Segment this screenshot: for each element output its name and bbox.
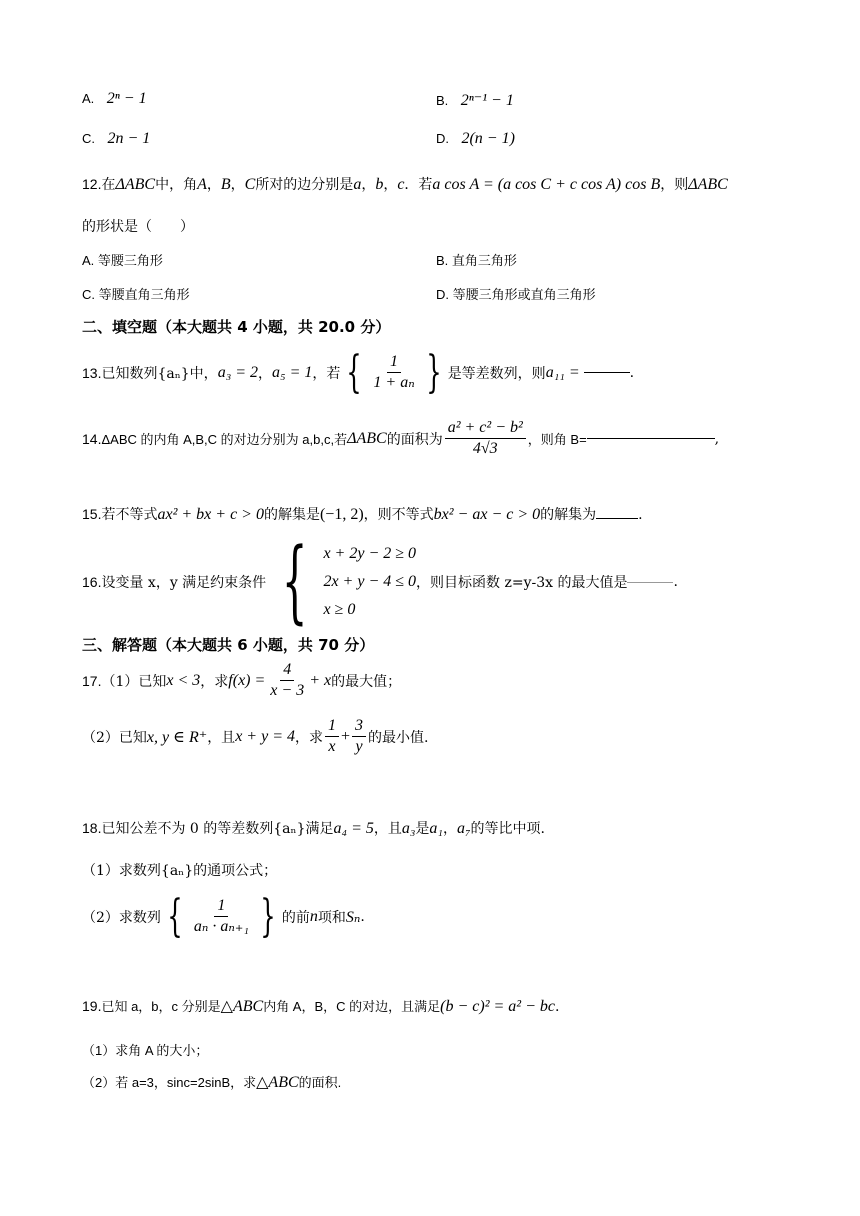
q19-text: 内角 A，B，C 的对边，且满足: [263, 999, 441, 1014]
q13-text: 已知数列{aₙ}中，: [101, 365, 218, 382]
q14-stem: [82, 418, 719, 459]
section-solutions-heading: 三、解答题（本大题共 6 小题，共 70 分）: [82, 636, 375, 654]
q17-text: ，求: [200, 673, 229, 690]
q18-a1: a₁: [429, 820, 443, 837]
q17-text: ，求: [294, 729, 323, 746]
q11-option-a-label: A.: [82, 91, 95, 106]
q13-fraction: [370, 352, 417, 393]
q19-stem: [82, 996, 559, 1016]
q12-side-a: a: [353, 176, 362, 193]
q12-angle-c: C: [244, 176, 256, 193]
q13-fraction-denominator: 1 + aₙ: [373, 374, 415, 391]
q18-number: 18.: [82, 820, 102, 836]
q17-text: ，且: [207, 729, 236, 746]
q18-fraction-numerator: 1: [214, 896, 228, 917]
q16-constraint-3: x ≥ 0: [323, 601, 356, 618]
q18-text: 已知公差不为 0 的等差数列{aₙ}满足: [101, 821, 334, 837]
q14-triangle: ΔABC: [347, 429, 387, 447]
q11-option-b-expr: 2ⁿ⁻¹ − 1: [460, 92, 514, 109]
q16-number: 16.: [82, 574, 102, 590]
q16-constraint-system: [266, 529, 417, 634]
q17-text: 的最大值；: [331, 673, 402, 690]
q17-fraction-denominator: x − 3: [270, 682, 305, 699]
q15-inequality-2: bx² − ax − c > 0: [433, 506, 541, 523]
q19-text: （2）若 a=3，sinc=2sinB，求: [82, 1075, 257, 1090]
q17-text: （1）已知: [101, 673, 167, 690]
q17-condition: x < 3: [166, 671, 201, 689]
q11-option-c-expr: 2n − 1: [107, 130, 151, 147]
q13-end: .: [629, 364, 635, 381]
q18-a7: a₇: [456, 820, 471, 837]
q11-option-d-expr: 2(n − 1): [461, 130, 515, 147]
q13-number: 13.: [82, 364, 102, 381]
q14-fraction-denominator: 4√3: [472, 440, 498, 457]
fraction-numerator: 3: [352, 716, 366, 737]
q18-stem: 18.已知公差不为 0 的等差数列{aₙ}满足a₄ = 5，且a₃是a₁，a₇的等比中项.: [82, 820, 545, 837]
q12-text: ．若: [404, 177, 433, 193]
q13-answer-blank[interactable]: [584, 372, 630, 373]
q17-fraction-2: [352, 716, 366, 757]
q11-option-c: [82, 130, 150, 148]
q18-n: n: [309, 907, 318, 925]
q12-triangle: ΔABC: [688, 176, 728, 193]
q13-a3: a₃ = 2: [217, 363, 259, 381]
system-brace: {: [281, 529, 308, 634]
q15-inequality-1: ax² + bx + c > 0: [157, 506, 264, 523]
q19-equation: (b − c)² = a² − bc: [440, 998, 555, 1015]
q17-function: f(x) =: [228, 671, 266, 689]
q16-stem: [82, 529, 678, 634]
q14-number: 14.: [82, 430, 102, 447]
q18-part-1: （1）求数列{aₙ}的通项公式；: [82, 863, 278, 879]
q14-end: ,: [714, 430, 720, 447]
q12-equation: a cos A = (a cos C + c cos A) cos B: [432, 176, 661, 193]
fraction-denominator: y: [355, 738, 363, 755]
q19-number: 19.: [82, 998, 102, 1014]
q11-option-a: [82, 90, 147, 108]
q13-a5: a₅ = 1: [272, 363, 313, 381]
q14-answer-blank[interactable]: [587, 438, 715, 439]
fraction-numerator: 1: [325, 716, 339, 737]
q15-stem: [82, 504, 643, 524]
section-fill-in-heading: 二、填空题（本大题共 4 小题，共 20.0 分）: [82, 318, 391, 336]
plus-sign: +: [340, 727, 351, 745]
q15-text: 若不等式: [101, 507, 158, 523]
q15-text: ，则不等式: [363, 507, 434, 523]
q19-text: 的面积.: [298, 1075, 342, 1090]
q12-text: 在: [101, 177, 116, 193]
q16-text: ，则目标函数 z=y-3x 的最大值是: [416, 575, 628, 591]
q13-text: 是等差数列，则: [447, 365, 546, 382]
left-brace: {: [167, 890, 183, 942]
q19-end: .: [555, 999, 560, 1015]
q18-text: 的等比中项.: [470, 821, 545, 837]
q12-text: 所对的边分别是: [255, 177, 354, 193]
q12-option-c: C. 等腰直角三角形: [82, 287, 190, 302]
q18-part-2: [82, 890, 365, 942]
q12-side-b: b: [375, 176, 384, 193]
q11-option-b: [436, 90, 514, 110]
q17-part-1: [82, 660, 401, 701]
q14-fraction-numerator: a² + c² − b²: [445, 418, 526, 439]
q17-part-2: [82, 716, 428, 757]
q15-number: 15.: [82, 506, 102, 522]
q16-end: .: [673, 574, 678, 590]
q17-number: 17.: [82, 672, 102, 689]
q14-fraction: [445, 418, 526, 459]
q11-option-d-label: D.: [436, 131, 449, 146]
q17-plus-x: + x: [309, 671, 332, 689]
q12-triangle: ΔABC: [115, 176, 156, 193]
q17-fraction: [267, 660, 307, 701]
q18-text: ，且: [373, 821, 402, 837]
q18-end: .: [360, 908, 365, 925]
q11-option-b-label: B.: [436, 93, 449, 108]
q19-triangle: △ABC: [220, 998, 264, 1015]
q16-constraint-1: x + 2y − 2 ≥ 0: [323, 545, 417, 562]
q15-interval: (−1, 2): [319, 506, 364, 523]
q12-stem-line2: 的形状是（ ）: [82, 219, 194, 235]
q18-text: 是: [415, 821, 430, 837]
q19-triangle: △ABC: [256, 1074, 299, 1091]
q13-target: a₁₁ =: [545, 363, 580, 381]
q17-text: 的最小值.: [368, 729, 429, 746]
q16-answer-blank[interactable]: [627, 582, 673, 583]
q12-stem: 12.在ΔABC中，角A，B，C所对的边分别是a，b，c．若a cos A = (a cos C + c cos A) cos B，则ΔABC: [82, 176, 728, 193]
q13-text: ，若: [312, 365, 341, 382]
q19-text: 已知 a，b，c 分别是: [101, 999, 221, 1014]
q17-set: x, y ∈ R⁺: [146, 728, 208, 746]
q15-end: .: [638, 507, 643, 523]
q19-part-2: [82, 1072, 341, 1092]
q14-text: 的面积为: [386, 431, 443, 448]
q17-fraction-numerator: 4: [280, 660, 294, 681]
left-brace: {: [346, 346, 363, 398]
q14-text: ，则角 B=: [527, 432, 587, 447]
q17-text: （2）已知: [82, 729, 147, 746]
q18-fraction-denominator: aₙ · aₙ₊₁: [193, 918, 249, 935]
q11-option-d: [436, 130, 515, 148]
q15-text: 的解集为: [540, 507, 597, 523]
q18-a4: a₄ = 5: [333, 820, 374, 837]
q14-text: ΔABC 的内角 A,B,C 的对边分别为 a,b,c,若: [101, 432, 348, 447]
right-brace: }: [260, 890, 276, 942]
q18-a3: a₃: [401, 820, 416, 837]
q11-option-a-expr: 2ⁿ − 1: [106, 90, 147, 107]
q12-text: ，则: [660, 177, 689, 193]
q12-angle-a: A: [197, 176, 207, 193]
q12-option-a: A. 等腰三角形: [82, 253, 163, 268]
q12-option-b: B. 直角三角形: [436, 253, 517, 268]
fraction-denominator: x: [328, 738, 336, 755]
q18-text: 的前: [281, 909, 310, 926]
q11-option-c-label: C.: [82, 131, 95, 146]
q15-answer-blank[interactable]: [596, 518, 638, 519]
q13-stem: 13. 已知数列{aₙ}中， a₃ = 2 ， a₅ = 1 ，若 { $\frac{1}{\text{1 + aₙ}}$ } 是等差数列，则 a₁₁ = .: [82, 346, 635, 398]
q18-sum: Sₙ: [345, 908, 361, 926]
q12-option-d: D. 等腰三角形或直角三角形: [436, 287, 596, 302]
q16-text: 设变量 x，y 满足约束条件: [101, 575, 267, 591]
q18-fraction: [191, 896, 252, 937]
q18-text: 项和: [317, 909, 346, 926]
q15-text: 的解集是: [263, 507, 320, 523]
q17-fraction-1: [325, 716, 339, 757]
q12-text: 中，角: [155, 177, 198, 193]
q18-text: （2）求数列: [82, 909, 161, 926]
q16-constraint-2: 2x + y − 4 ≤ 0: [323, 573, 417, 590]
q12-number: 12.: [82, 176, 102, 192]
q19-part-1: （1）求角 A 的大小；: [82, 1043, 209, 1058]
q12-angle-b: B: [220, 176, 231, 193]
q17-sum-condition: x + y = 4: [235, 727, 295, 745]
right-brace: }: [425, 346, 442, 398]
q13-fraction-numerator: 1: [387, 352, 401, 373]
q12-side-c: c: [397, 176, 405, 193]
